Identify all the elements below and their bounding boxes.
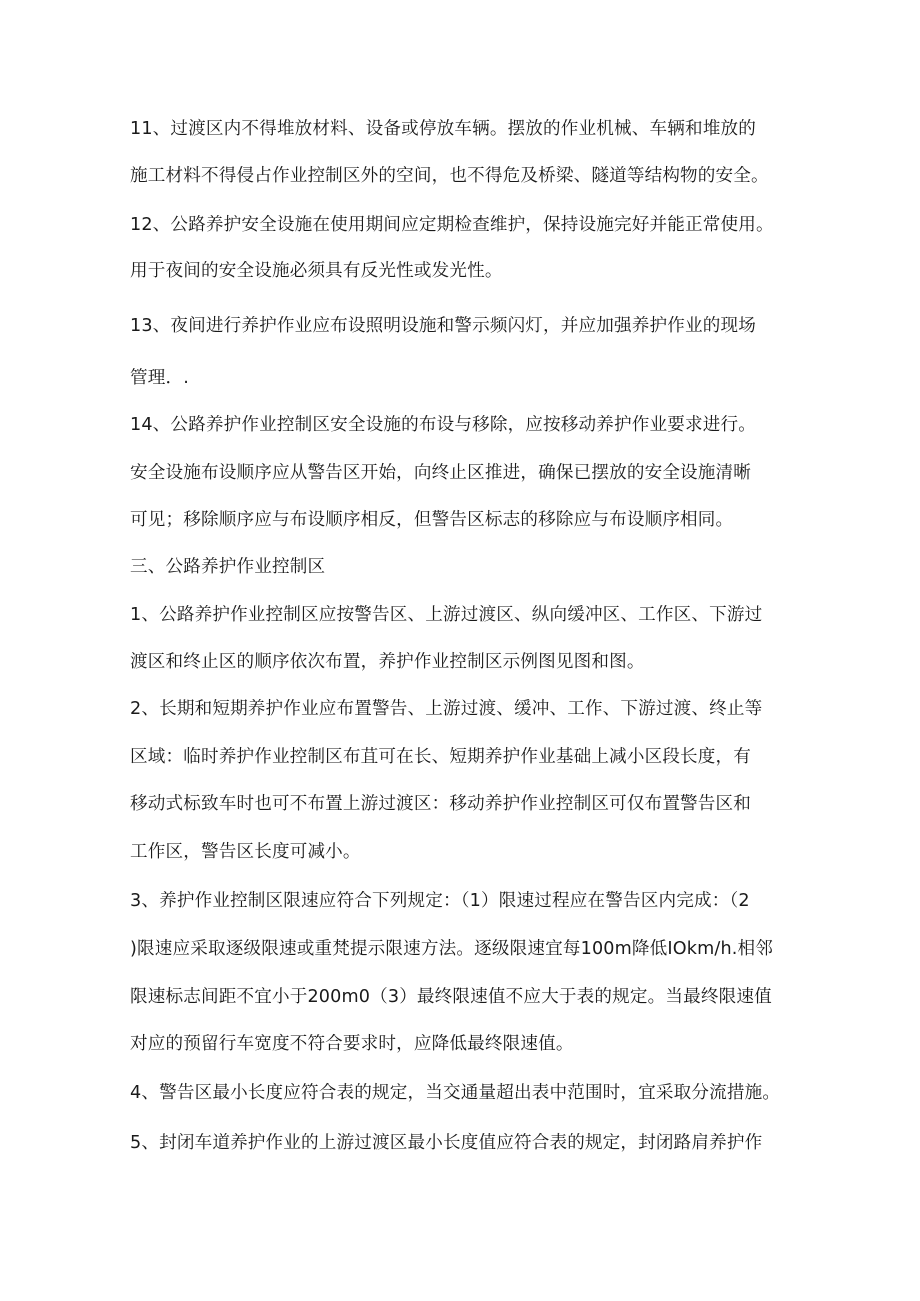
text-line: 1、公路养护作业控制区应按警告区、上游过渡区、纵向缓冲区、工作区、下游过 bbox=[130, 605, 763, 625]
text-line: 限速标志间距不宜小于200m0（3）最终限速值不应大于表的规定。当最终限速值 bbox=[130, 987, 772, 1007]
text-line: 12、公路养护安全设施在使用期间应定期检查维护，保持设施完好并能正常使用。 bbox=[130, 215, 774, 235]
text-line: 施工材料不得侵占作业控制区外的空间，也不得危及桥梁、隧道等结构物的安全。 bbox=[130, 166, 769, 186]
text-line: 渡区和终止区的顺序依次布置，养护作业控制区示例图见图和图。 bbox=[130, 652, 645, 672]
text-line: 区域：临时养护作业控制区布苴可在长、短期养护作业基础上减小区段长度，有 bbox=[130, 747, 752, 767]
text-line: 可见；移除顺序应与布设顺序相反，但警告区标志的移除应与布设顺序相同。 bbox=[130, 510, 734, 530]
text-line: 工作区，警告区长度可减小。 bbox=[130, 842, 361, 862]
text-line: 3、养护作业控制区限速应符合下列规定：（1）限速过程应在警告区内完成：（2 bbox=[130, 891, 750, 911]
section-heading: 三、公路养护作业控制区 bbox=[130, 557, 326, 577]
text-line: )限速应采取逐级限速或重梵提示限速方法。逐级限速宜每100m降低IOkm∕h.相邻 bbox=[130, 939, 773, 959]
text-line: 4、警告区最小长度应符合表的规定，当交通量超出表中范围时，宜采取分流措施。 bbox=[130, 1083, 781, 1103]
text-line: 用于夜间的安全设施必须具有反光性或发光性。 bbox=[130, 261, 503, 281]
text-line: 对应的预留行车宽度不符合要求时，应降低最终限速值。 bbox=[130, 1034, 574, 1054]
text-line: 管理．. bbox=[130, 368, 189, 388]
text-line: 11、过渡区内不得堆放材料、设备或停放车辆。摆放的作业机械、车辆和堆放的 bbox=[130, 119, 756, 139]
text-line: 2、长期和短期养护作业应布置警告、上游过渡、缓冲、工作、下游过渡、终止等 bbox=[130, 699, 763, 719]
text-line: 移动式标致车时也可不布置上游过渡区：移动养护作业控制区可仅布置警告区和 bbox=[130, 794, 752, 814]
text-line: 14、公路养护作业控制区安全设施的布设与移除，应按移动养护作业要求进行。 bbox=[130, 415, 756, 435]
text-line: 5、封闭车道养护作业的上游过渡区最小长度值应符合表的规定，封闭路肩养护作 bbox=[130, 1133, 763, 1153]
text-line: 安全设施布设顺序应从警告区开始，向终止区推进，确保已摆放的安全设施清晰 bbox=[130, 463, 752, 483]
text-line: 13、夜间进行养护作业应布设照明设施和警示频闪灯，并应加强养护作业的现场 bbox=[130, 316, 756, 336]
